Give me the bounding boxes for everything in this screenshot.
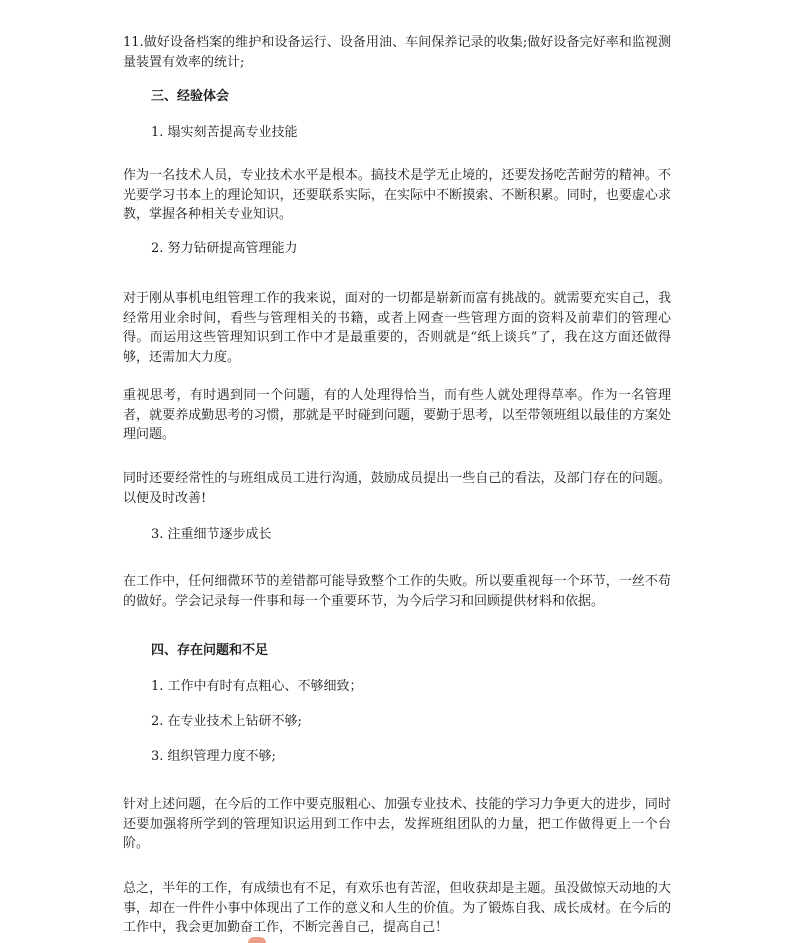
paragraph-attention-to-detail: 在工作中，任何细微环节的差错都可能导致整个工作的失败。所以要重视每一个环节，一丝不苟的做好。学会记录每一件事和每一个重要环节，为今后学习和回顾提供材料和依据。 <box>123 574 671 609</box>
problem-item-3: 3. 组织管理力度不够; <box>151 749 276 764</box>
paragraph-communication: 同时还要经常性的与班组成员工进行沟通，鼓励成员提出一些自己的看法，及部门存在的问题。以便及时改善! <box>123 471 671 506</box>
paragraph-item-11: 11.做好设备档案的维护和设备运行、设备用油、车间保养记录的收集;做好设备完好率和监视测量装置有效率的统计; <box>123 35 671 70</box>
paragraph-thinking: 重视思考，有时遇到同一个问题，有的人处理得恰当，而有些人就处理得草率。作为一名管理者，就要养成勤思考的习惯，那就是平时碰到问题，要勤于思考，以至带领班组以最佳的方案处理问题。 <box>123 388 671 442</box>
problem-item-1: 1. 工作中有时有点粗心、不够细致； <box>151 679 363 694</box>
subheading-attention-to-detail: 3. 注重细节逐步成长 <box>151 527 272 542</box>
paragraph-management-learning: 对于刚从事机电组管理工作的我来说，面对的一切都是崭新而富有挑战的。就需要充实自己，我经常用业余时间，看些与管理相关的书籍，或者上网查一些管理方面的资料及前辈们的管理心得。而运用这些管理知识到工作中才是最重要的，否则就是“纸上谈兵”了，我在这方面还做得够，还需加大力度。 <box>123 291 671 365</box>
section-heading-problems: 四、存在问题和不足 <box>151 643 269 658</box>
subheading-professional-skills: 1. 塌实刻苦提高专业技能 <box>151 125 298 140</box>
section-heading-experience: 三、经验体会 <box>151 89 230 104</box>
scan-artifact-mark <box>248 937 266 943</box>
paragraph-summary: 总之，半年的工作，有成绩也有不足，有欢乐也有苦涩，但收获却是主题。虽没做惊天动地的大事，却在一件件小事中体现出了工作的意义和人生的价值。为了锻炼自我、成长成材。在今后的工作中，我会更加勤奋工作，不断完善自己，提高自己！ <box>123 881 671 935</box>
subheading-management-ability: 2. 努力钻研提高管理能力 <box>151 241 298 256</box>
paragraph-professional-skills: 作为一名技术人员，专业技术水平是根本。搞技术是学无止境的，还要发扬吃苦耐劳的精神。不光要学习书本上的理论知识，还要联系实际，在实际中不断摸索、不断积累。同时，也要虚心求教，掌握各种相关专业知识。 <box>123 168 671 222</box>
paragraph-improvement-plan: 针对上述问题，在今后的工作中要克服粗心、加强专业技术、技能的学习力争更大的进步，同时还要加强将所学到的管理知识运用到工作中去，发挥班组团队的力量，把工作做得更上一个台阶。 <box>123 797 671 851</box>
problem-item-2: 2. 在专业技术上钻研不够; <box>151 714 302 729</box>
